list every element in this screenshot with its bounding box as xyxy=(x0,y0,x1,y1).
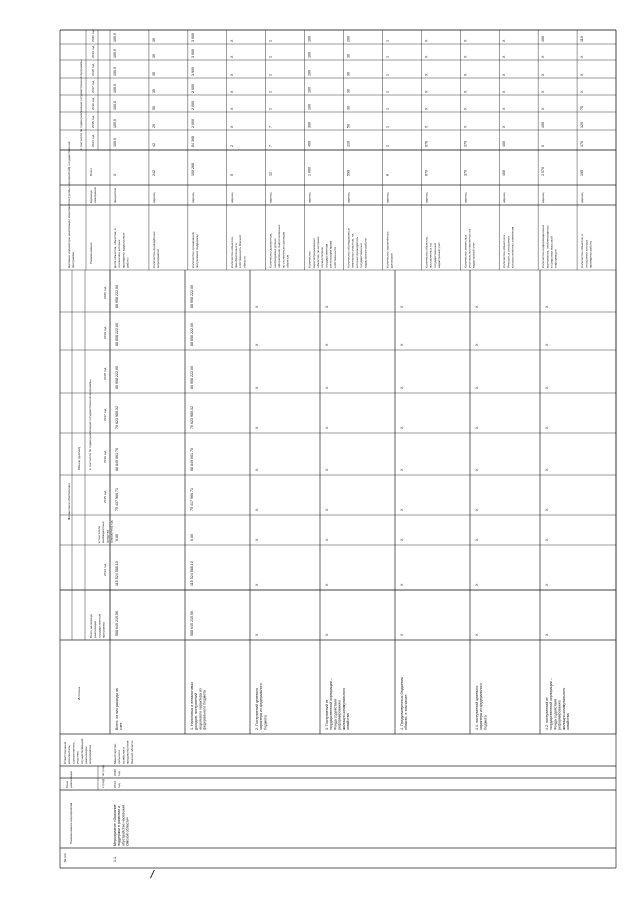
indicator-total: 670 xyxy=(424,170,429,176)
finance-value-y2018: X xyxy=(545,386,549,389)
indicator-year-value: 100 xyxy=(307,52,312,58)
indicator-total: 370 xyxy=(463,170,468,176)
indicator-name: Количество объектов вРеестре, в отношениикоторых внесены изменения xyxy=(502,226,515,268)
indicator-name: Количество объектов,поставленных нагосударственныйкадастровый учет xyxy=(424,236,441,268)
finance-value-ext: X xyxy=(475,538,479,541)
indicator-year-value: X xyxy=(502,73,507,76)
indicator-year-value: X xyxy=(541,90,546,93)
indicator-year-value: 100,0 xyxy=(113,84,117,93)
year-header-fin: 2017 год xyxy=(103,408,107,421)
finance-value-y2017: 70 623 980,32 xyxy=(115,406,119,429)
indicator-name: Количество земельныхучастков, поставленных накадастровый учет xyxy=(463,229,476,268)
indicator-year-value: X xyxy=(463,125,468,128)
indicator-total: 590 xyxy=(346,170,351,176)
indicator-name: Количество документов,необходимых для ихоформления, подготовленныхпо уточненным границамобъектов xyxy=(268,224,290,268)
indicator-name: Количество проведённыхмероприятий xyxy=(151,231,161,268)
indicator-year-value: 2 000 xyxy=(190,119,195,128)
indicator-year-value: 0 xyxy=(541,145,546,147)
finance-value-y2015: 75 437 966,71 xyxy=(115,488,119,511)
volume-group-header: Объем (рублей) xyxy=(77,447,81,470)
indicator-year-value: X xyxy=(424,90,429,93)
indicator-year-value: 100,0 xyxy=(113,119,117,128)
finance-value-y2017: X xyxy=(475,426,479,429)
indicator-total: 400 xyxy=(502,170,507,176)
indicator-name: Количество объектов, вотношении которыхпроведены работы xyxy=(580,233,593,268)
indicator-year-value: 2 000 xyxy=(190,101,195,110)
indicator-year-value: 35 xyxy=(151,72,156,76)
finance-value-ext: X xyxy=(325,538,329,541)
ind-col-total-header: Всего xyxy=(89,167,93,176)
finance-value-y2017: X xyxy=(545,426,549,429)
indicator-year-value: 400 xyxy=(541,36,546,42)
indicator-year-value: 200 xyxy=(346,36,351,42)
indicator-year-value: 3 900 xyxy=(190,67,195,76)
finance-value-y2017: X xyxy=(255,426,259,429)
finance-value-y2020: X xyxy=(545,305,549,308)
finance-value-y2016: X xyxy=(255,468,259,471)
finance-value-ext: X xyxy=(400,538,404,541)
indicator-unit: единиц xyxy=(463,192,468,203)
indicator-year-value: 400 xyxy=(502,141,507,147)
indicator-year-value: 100,0 xyxy=(113,138,117,147)
indicator-name: Количество объектов,приобретенных всобственность Омскойобласти xyxy=(229,235,247,268)
indicator-unit: единиц xyxy=(385,192,390,203)
indicator-total: 8 xyxy=(385,174,390,176)
col-no-header: № п/п xyxy=(63,853,67,862)
indicator-year-value: 400 xyxy=(307,141,312,147)
finance-value-y2020: 88 958 222,00 xyxy=(115,285,119,308)
indicator-year-value: 75 xyxy=(580,106,585,110)
indicator-year-value: 50 xyxy=(151,106,156,110)
indicator-year-value: 670 xyxy=(424,141,429,147)
indicator-year-value: 100,0 xyxy=(113,101,117,110)
year-header-fin: 2019 год xyxy=(103,326,107,339)
finance-value-ext: 0,00 xyxy=(190,534,194,541)
indicator-year-value: 20 xyxy=(151,124,156,128)
indicator-year-value: X xyxy=(502,90,507,93)
ind-col-unit-header: Единицаизмерения xyxy=(89,187,98,203)
indicator-total: 1 570 xyxy=(541,167,546,176)
indicator-name: Количество информационныхматериалов, опубликованныхв средствах массовойинформации xyxy=(541,224,558,268)
indicator-year-value: 3 000 xyxy=(190,33,195,42)
indicator-year-value: 30 xyxy=(346,54,351,58)
indicator-year-value: X xyxy=(229,90,234,93)
indicator-total: 12 xyxy=(268,172,273,176)
indicator-year-value: X xyxy=(424,125,429,128)
finance-row-label: 4.1. поступлений целевогохарактера из федеральногобюджета xyxy=(475,683,488,730)
row-executor-value: Министерствосельскогохозяйства ипродовольствияОмской области xyxy=(113,740,134,764)
finance-value-y2019: X xyxy=(255,343,259,346)
finance-value-y2015: X xyxy=(400,508,404,511)
indicator-year-value: X xyxy=(502,55,507,58)
finance-value-y2014: 115 524 588,10 xyxy=(115,561,119,586)
corner-pen-mark: / xyxy=(149,867,156,882)
indicator-year-value: 2 000 xyxy=(190,84,195,93)
finance-value-y2016: 68 849 061,70 xyxy=(115,448,119,471)
col-to-header: по (год) xyxy=(101,765,105,776)
indicator-total: 100 268 xyxy=(190,163,195,176)
indicator-year-value: 400 xyxy=(541,122,546,128)
finance-value-y2020: X xyxy=(255,305,259,308)
by-years-group-header: в том числе по годам реализации государственной программы xyxy=(88,379,92,470)
finance-value-y2016: 68 849 061,70 xyxy=(190,448,194,471)
indicator-year-value: X xyxy=(541,107,546,110)
ind-year-header: 2016 год xyxy=(91,97,95,110)
indicator-year-value: 110 xyxy=(580,36,585,42)
finance-value-y2014: X xyxy=(325,583,329,586)
indicator-year-value: X xyxy=(580,55,585,58)
finance-row-label: Всего, из них расходы засчет: xyxy=(115,688,124,730)
finance-value-ext: X xyxy=(255,538,259,541)
indicator-year-value: 30 xyxy=(346,106,351,110)
indicator-year-value: X xyxy=(502,107,507,110)
indicator-name: Количествозарегистрированныхобъектов, по которымосуществленагосударственнаярегистрация правасобственности xyxy=(307,236,337,268)
indicator-year-value: 1 xyxy=(268,56,273,58)
indicator-year-value: 2 xyxy=(385,145,390,147)
indicator-year-value: X xyxy=(424,73,429,76)
indicator-year-value: X xyxy=(424,55,429,58)
finance-value-y2020: X xyxy=(325,305,329,308)
indicator-year-value: 3 000 xyxy=(190,49,195,58)
indicators-group-header: Целевые индикаторы реализации мероприятия (группы мероприятий) государственнойпрограммы xyxy=(67,141,76,268)
indicator-year-value: 370 xyxy=(463,141,468,147)
finance-value-y2014: X xyxy=(545,583,549,586)
finance-value-y2018: X xyxy=(400,386,404,389)
ind-year-header: 2017 год xyxy=(91,80,95,93)
ind-year-header: 2020 год xyxy=(91,29,95,42)
indicator-year-value: 1 xyxy=(268,40,273,42)
indicator-year-value: 1 xyxy=(385,56,390,58)
indicator-year-value: X xyxy=(463,107,468,110)
indicator-unit: единиц xyxy=(346,192,351,203)
indicator-unit: процентов xyxy=(113,187,117,203)
indicator-name: Количество организаций,получивших поддержку xyxy=(190,231,200,268)
indicator-year-value: 100 xyxy=(307,104,312,110)
indicator-year-value: 100 xyxy=(307,87,312,93)
indicator-year-value: 1 xyxy=(268,74,273,76)
finance-row-label: 4.2. поступлений отгосударственной корпорации –Фонда содействияреформированиюжилищно-коммунальногохозяйства xyxy=(545,678,570,730)
indicator-total: 195 xyxy=(580,170,585,176)
indicator-total: 1 000 xyxy=(307,167,312,176)
indicator-unit: единиц xyxy=(307,192,312,203)
finance-value-total: X xyxy=(325,633,329,636)
finance-value-y2014: X xyxy=(475,583,479,586)
indicator-year-value: X xyxy=(463,39,468,42)
col-name-header: Наименование мероприятия xyxy=(69,802,73,844)
finance-value-y2015: X xyxy=(255,508,259,511)
finance-value-y2019: X xyxy=(475,343,479,346)
indicator-year-value: 7 xyxy=(268,126,273,128)
table-content xyxy=(63,30,592,862)
finance-value-y2018: X xyxy=(475,386,479,389)
finance-value-y2019: 88 858 222,00 xyxy=(190,323,194,346)
finance-value-y2019: 88 858 222,00 xyxy=(115,323,119,346)
indicator-year-value: 170 xyxy=(580,141,585,147)
col-external-header: в том числевнебюджетныесредства(справочно) год xyxy=(97,520,114,543)
row-name-value: Мероприятие «Оказаниеподдержки в развитии иобустройстве населенияОмской области» xyxy=(113,804,130,846)
finance-value-y2016: X xyxy=(325,468,329,471)
finance-value-total: X xyxy=(400,633,404,636)
indicator-year-value: 7 xyxy=(268,145,273,147)
finance-value-y2018: X xyxy=(255,386,259,389)
indicator-unit: единиц xyxy=(268,192,273,203)
indicator-year-value: 2 xyxy=(229,145,234,147)
finance-value-total: 588 645 215,56 xyxy=(190,611,194,636)
finance-value-total: X xyxy=(545,633,549,636)
indicator-unit: единиц xyxy=(424,192,429,203)
indicator-year-value: X xyxy=(541,55,546,58)
indicator-year-value: 100 xyxy=(307,70,312,76)
indicator-year-value: 100,0 xyxy=(113,67,117,76)
year-header-fin: 2014 год xyxy=(103,563,107,576)
finance-value-y2019: X xyxy=(325,343,329,346)
indicator-unit: единиц xyxy=(502,192,507,203)
indicator-year-value: X xyxy=(229,73,234,76)
indicator-name: Доля объектов, объектов, вотношении которыхпроведены кадастровыеработы xyxy=(113,228,130,268)
indicator-year-value: X xyxy=(229,107,234,110)
indicator-year-value: X xyxy=(463,73,468,76)
indicator-year-value: 35 xyxy=(151,89,156,93)
ind-year-header: 2014 год xyxy=(91,134,95,147)
indicator-unit: единиц xyxy=(541,192,546,203)
year-header-fin: 2018 год xyxy=(103,367,107,380)
indicator-year-value: 1 xyxy=(385,74,390,76)
finance-value-y2018: X xyxy=(325,386,329,389)
finance-row-label: 2. Поступлений целевогохарактера из федеральногобюджета xyxy=(255,683,268,730)
indicator-year-value: X xyxy=(502,39,507,42)
finance-value-y2020: X xyxy=(400,305,404,308)
year-header-fin: 2015 год xyxy=(103,490,107,503)
year-header-fin: 2016 год xyxy=(103,450,107,463)
finance-value-y2014: X xyxy=(255,583,259,586)
finance-value-y2017: X xyxy=(325,426,329,429)
indicator-year-value: 1 xyxy=(268,108,273,110)
ind-col-name-header: Наименование xyxy=(89,242,93,264)
indicator-total: 5 xyxy=(229,174,234,176)
row-to-value: 2020год xyxy=(113,769,122,776)
indicator-year-value: X xyxy=(463,55,468,58)
indicator-year-value: X xyxy=(424,107,429,110)
col-from-header: с (год) xyxy=(101,779,105,788)
indicator-year-value: X xyxy=(463,90,468,93)
finance-value-y2015: X xyxy=(325,508,329,511)
indicator-year-value: X xyxy=(229,39,234,42)
finance-value-total: 588 645 215,56 xyxy=(115,611,119,636)
finance-value-y2016: X xyxy=(400,468,404,471)
indicator-year-value: 30 xyxy=(346,89,351,93)
year-header-fin: 2020 год xyxy=(103,286,107,299)
indicator-total: 242 xyxy=(151,170,156,176)
indicators-by-years-header: в том числе по годам реализации государственной программы xyxy=(79,59,83,150)
ind-year-header: 2019 год xyxy=(91,45,95,58)
indicator-year-value: 1 xyxy=(385,108,390,110)
indicator-year-value: 120 xyxy=(580,122,585,128)
indicator-year-value: 300 xyxy=(307,122,312,128)
indicator-unit: единиц xyxy=(151,192,156,203)
indicator-year-value: 30 xyxy=(151,54,156,58)
indicator-name: Количество обследованныхземельных участков, накоторых проводилисьгосударственныекадастровые работы xyxy=(346,228,368,268)
finance-value-ext: 0,00 xyxy=(115,534,119,541)
indicator-year-value: 1 xyxy=(385,40,390,42)
indicator-unit: единиц xyxy=(229,192,234,203)
indicator-year-value: 210 xyxy=(346,141,351,147)
finance-value-y2015: 75 417 966,71 xyxy=(190,488,194,511)
ind-year-header: 2015 год xyxy=(91,115,95,128)
finance-value-y2014: X xyxy=(400,583,404,586)
col-executor-header: Ответственныйисполнитель,соисполнитель,участник,осуществляющийреализациюмероприятия xyxy=(63,738,93,764)
financing-group-header: Финансовое обеспечение xyxy=(67,483,71,520)
finance-value-y2014: 115 524 588,10 xyxy=(190,561,194,586)
indicator-unit: единиц xyxy=(580,192,585,203)
indicator-year-value: 100 xyxy=(307,36,312,42)
indicator-name: Количество заключённыхдоговоров xyxy=(385,231,394,268)
finance-value-y2018: 80 958 222,00 xyxy=(115,366,119,389)
finance-value-y2016: X xyxy=(475,468,479,471)
indicator-year-value: 1 xyxy=(385,126,390,128)
indicator-year-value: 42 xyxy=(151,143,156,147)
finance-value-total: X xyxy=(255,633,259,636)
finance-row-label: 4. Предусмотренных бюджетомобласти, в том числе: xyxy=(400,677,409,730)
finance-value-y2015: X xyxy=(475,508,479,511)
col-total-header: Всего на периодреализациигосударственнойпрограммы xyxy=(89,613,106,638)
indicator-total: X xyxy=(113,173,117,176)
col-source-header: Источник xyxy=(77,686,81,700)
finance-value-y2018: 80 958 222,00 xyxy=(190,366,194,389)
finance-value-y2019: X xyxy=(400,343,404,346)
indicator-year-value: 50 xyxy=(346,124,351,128)
finance-row-label: 3. Поступлений отгосударственной корпорации –Фонда содействияреформированиюжилищно-коммунальногохозяйства xyxy=(325,678,350,730)
indicator-year-value: 1 xyxy=(385,91,390,93)
finance-value-y2019: X xyxy=(545,343,549,346)
ind-year-header: 2018 год xyxy=(91,63,95,76)
indicator-year-value: X xyxy=(502,125,507,128)
col-period-header: Срокреализации xyxy=(65,770,74,788)
finance-value-y2016: X xyxy=(545,468,549,471)
indicator-unit: единиц xyxy=(190,192,195,203)
indicator-year-value: X xyxy=(229,125,234,128)
row-no-value: 1.1. xyxy=(113,856,117,862)
indicator-year-value: 84 368 xyxy=(190,136,195,147)
indicator-year-value: X xyxy=(580,73,585,76)
row-from-value: 2014год xyxy=(113,781,122,788)
finance-row-label: 1. Налоговых и неналоговыхдоходов, поступленийнецелевого характера изфедерального бюджета xyxy=(190,682,207,730)
finance-value-y2015: X xyxy=(545,508,549,511)
indicator-year-value: 1 xyxy=(268,91,273,93)
finance-value-ext: X xyxy=(545,538,549,541)
finance-value-y2017: X xyxy=(400,426,404,429)
indicator-year-value: 100,0 xyxy=(113,49,117,58)
indicator-year-value: X xyxy=(424,39,429,42)
indicator-year-value: X xyxy=(580,90,585,93)
indicator-year-value: 30 xyxy=(151,38,156,42)
finance-value-total: X xyxy=(475,633,479,636)
finance-value-y2020: X xyxy=(475,305,479,308)
indicator-year-value: X xyxy=(229,55,234,58)
table-grid-lines xyxy=(60,30,616,868)
finance-value-y2017: 70 623 980,32 xyxy=(190,406,194,429)
finance-value-y2020: 88 958 222,00 xyxy=(190,285,194,308)
indicator-year-value: X xyxy=(541,73,546,76)
indicator-year-value: 30 xyxy=(346,72,351,76)
indicator-year-value: 100,0 xyxy=(113,33,117,42)
